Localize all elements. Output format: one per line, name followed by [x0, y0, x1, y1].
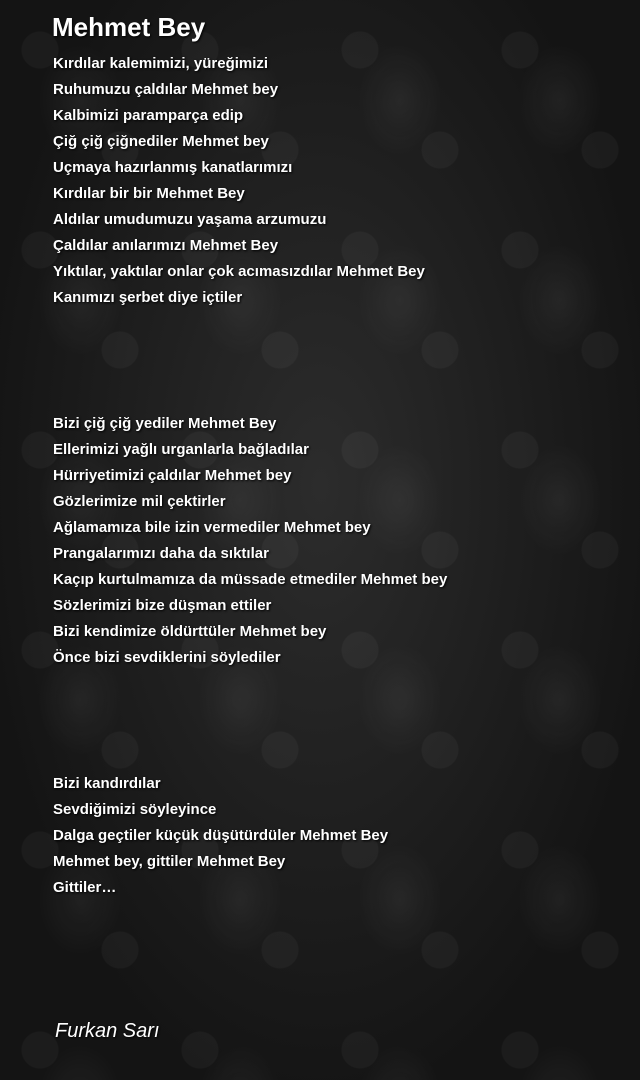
stanza-1 — [53, 51, 425, 311]
poem-author: Furkan Sarı — [55, 1020, 160, 1042]
poem-line: Hürriyetimizi çaldılar Mehmet bey — [53, 467, 292, 484]
poem-line: Bizi çiğ çiğ yediler Mehmet Bey — [53, 415, 277, 432]
poem-line: Bizi kandırdılar — [53, 775, 161, 792]
poem-line: Çaldılar anılarımızı Mehmet Bey — [53, 237, 279, 254]
poem-line: Gözlerimize mil çektirler — [53, 493, 226, 510]
poem-line: Mehmet bey, gittiler Mehmet Bey — [53, 853, 286, 870]
poem-line: Aldılar umudumuzu yaşama arzumuzu — [53, 211, 327, 228]
poem-title: Mehmet Bey — [52, 12, 206, 42]
stanza-3 — [53, 771, 388, 901]
poem-line: Gittiler… — [53, 879, 117, 896]
poem-line: Çiğ çiğ çiğnediler Mehmet bey — [53, 133, 269, 150]
poem-line: Ağlamamıza bile izin vermediler Mehmet bey — [53, 519, 371, 536]
poem-line: Sevdiğimizi söyleyince — [53, 801, 217, 818]
poem-line: Kırdılar kalemimizi, yüreğimizi — [53, 55, 269, 72]
stanza-2 — [53, 411, 447, 671]
poem-line: Dalga geçtiler küçük düşütürdüler Mehmet Bey — [53, 827, 389, 844]
poem-line: Sözlerimizi bize düşman ettiler — [53, 597, 272, 614]
poem-line: Kalbimizi paramparça edip — [53, 107, 244, 124]
poem-line: Prangalarımızı daha da sıktılar — [53, 545, 269, 562]
poem-line: Ellerimizi yağlı urganlarla bağladılar — [53, 441, 309, 458]
poem-line: Bizi kendimize öldürttüler Mehmet bey — [53, 623, 327, 640]
poem-line: Yıktılar, yaktılar onlar çok acımasızdılar Mehmet Bey — [53, 263, 425, 280]
poem-line: Kırdılar bir bir Mehmet Bey — [53, 185, 245, 202]
poem-line: Ruhumuzu çaldılar Mehmet bey — [53, 81, 279, 98]
poem-line: Önce bizi sevdiklerini söylediler — [53, 649, 281, 666]
poem-line: Kaçıp kurtulmamıza da müssade etmediler Mehmet bey — [53, 571, 448, 588]
poem-line: Uçmaya hazırlanmış kanatlarımızı — [53, 159, 293, 176]
poem-line: Kanımızı şerbet diye içtiler — [53, 289, 243, 306]
